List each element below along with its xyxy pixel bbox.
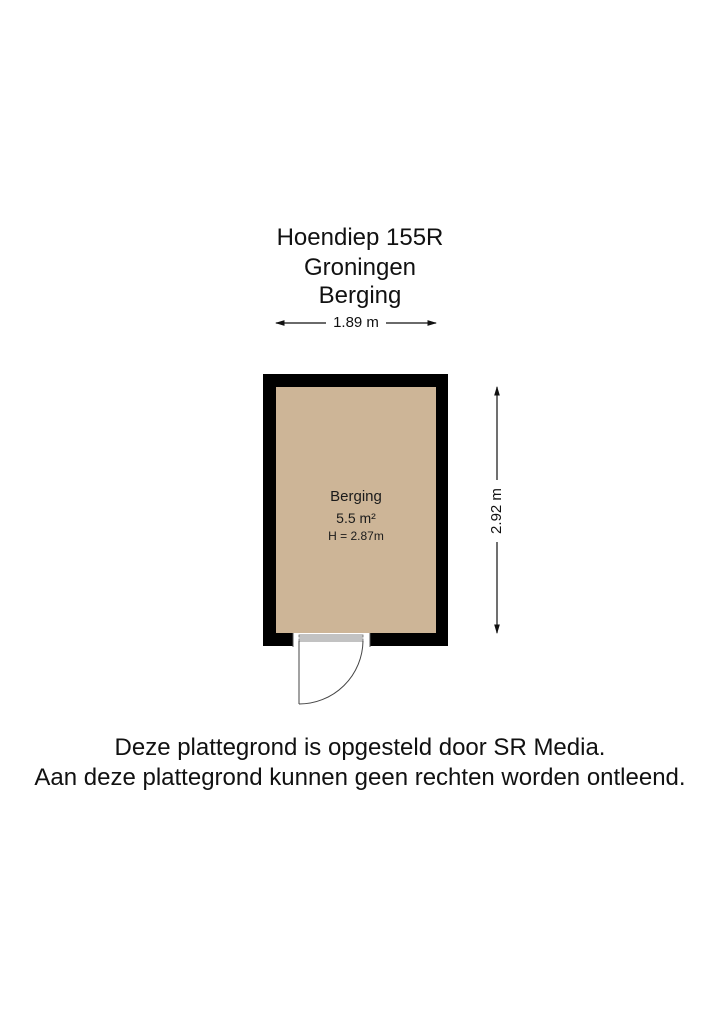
disclaimer-line-1: Deze plattegrond is opgesteld door SR Media.: [114, 734, 606, 761]
disclaimer-line-2: Aan deze plattegrond kunnen geen rechten worden ontleend.: [34, 764, 686, 791]
room-height: H = 2.87m: [328, 529, 384, 543]
city-title: Groningen: [303, 254, 417, 281]
width-dimension-label: 1.89 m: [333, 314, 379, 331]
floor-title: Berging: [318, 282, 402, 309]
room-name: Berging: [330, 488, 382, 505]
door: [293, 633, 370, 704]
depth-dimension-label: 2.92 m: [488, 488, 505, 534]
address-title: Hoendiep 155R: [276, 224, 444, 251]
room-area: 5.5 m²: [336, 510, 376, 526]
disclaimer: [0, 733, 720, 793]
